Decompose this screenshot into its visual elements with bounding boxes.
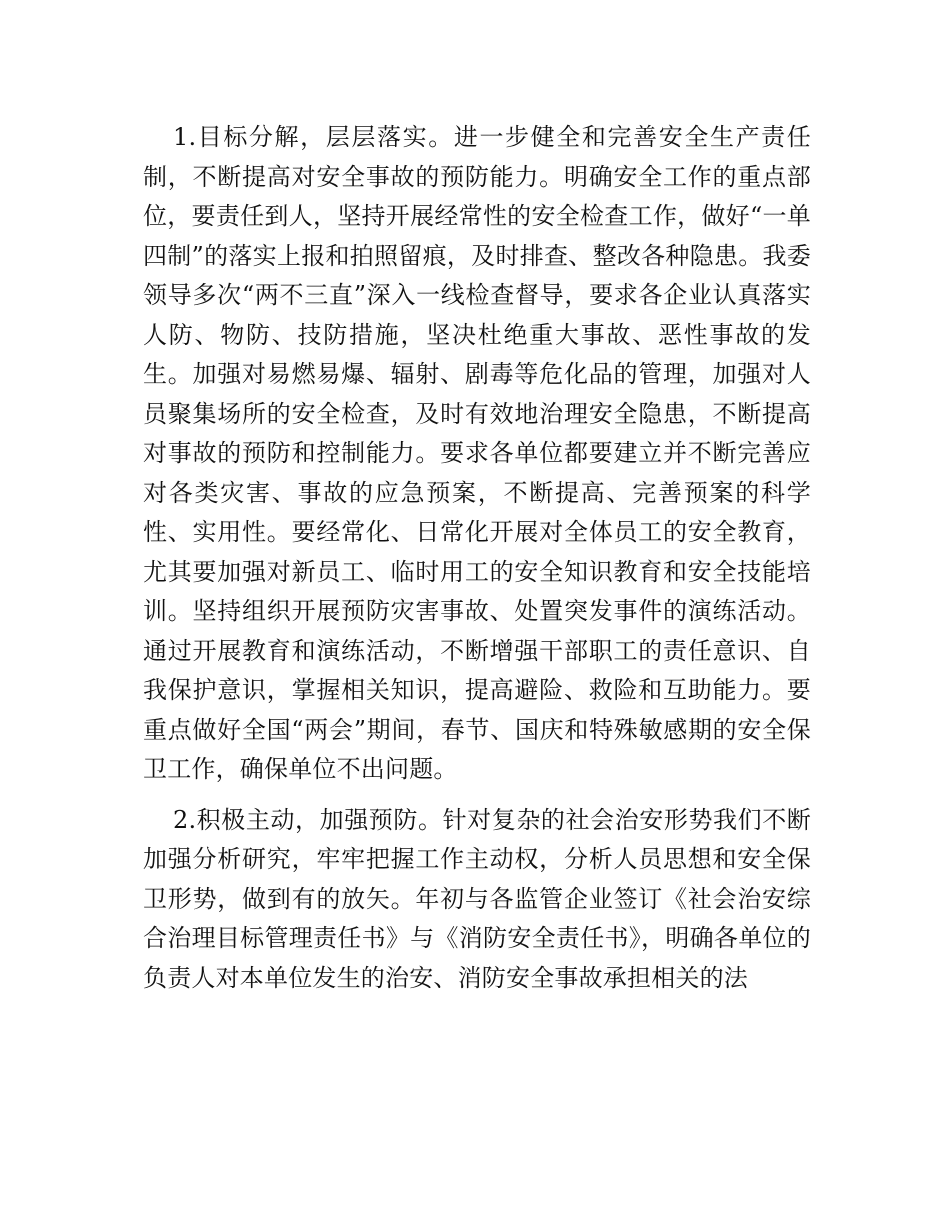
paragraph-active-prevention: 2.积极主动，加强预防。针对复杂的社会治安形势我们不断加强分析研究，牢牢把握工作主动权，分析人员思想和安全保卫形势，做到有的放矢。年初与各监管企业签订《社会治安综合治理目标管理责任书》与《消防安全责任书》，明确各单位的负责人对本单位发生的治安、消防安全事故承担相关的法 — [143, 805, 811, 992]
document-body — [143, 118, 811, 998]
paragraph-target-decomposition: 1.目标分解，层层落实。进一步健全和完善安全生产责任制，不断提高对安全事故的预防能力。明确安全工作的重点部位，要责任到人，坚持开展经常性的安全检查工作，做好“一单四制”的落实上报和拍照留痕，及时排查、整改各种隐患。我委领导多次“两不三直”深入一线检查督导，要求各企业认真落实人防、物防、技防措施，坚决杜绝重大事故、恶性事故的发生。加强对易燃易爆、辐射、剧毒等危化品的管理，加强对人员聚集场所的安全检查，及时有效地治理安全隐患，不断提高对事故的预防和控制能力。要求各单位都要建立并不断完善应对各类灾害、事故的应急预案，不断提高、完善预案的科学性、实用性。要经常化、日常化开展对全体员工的安全教育，尤其要加强对新员工、临时用工的安全知识教育和安全技能培训。坚持组织开展预防灾害事故、处置突发事件的演练活动。通过开展教育和演练活动，不断增强干部职工的责任意识、自我保护意识，掌握相关知识，提高避险、救险和互助能力。要重点做好全国“两会”期间，春节、国庆和特殊敏感期的安全保卫工作，确保单位不出问题。 — [143, 123, 811, 783]
